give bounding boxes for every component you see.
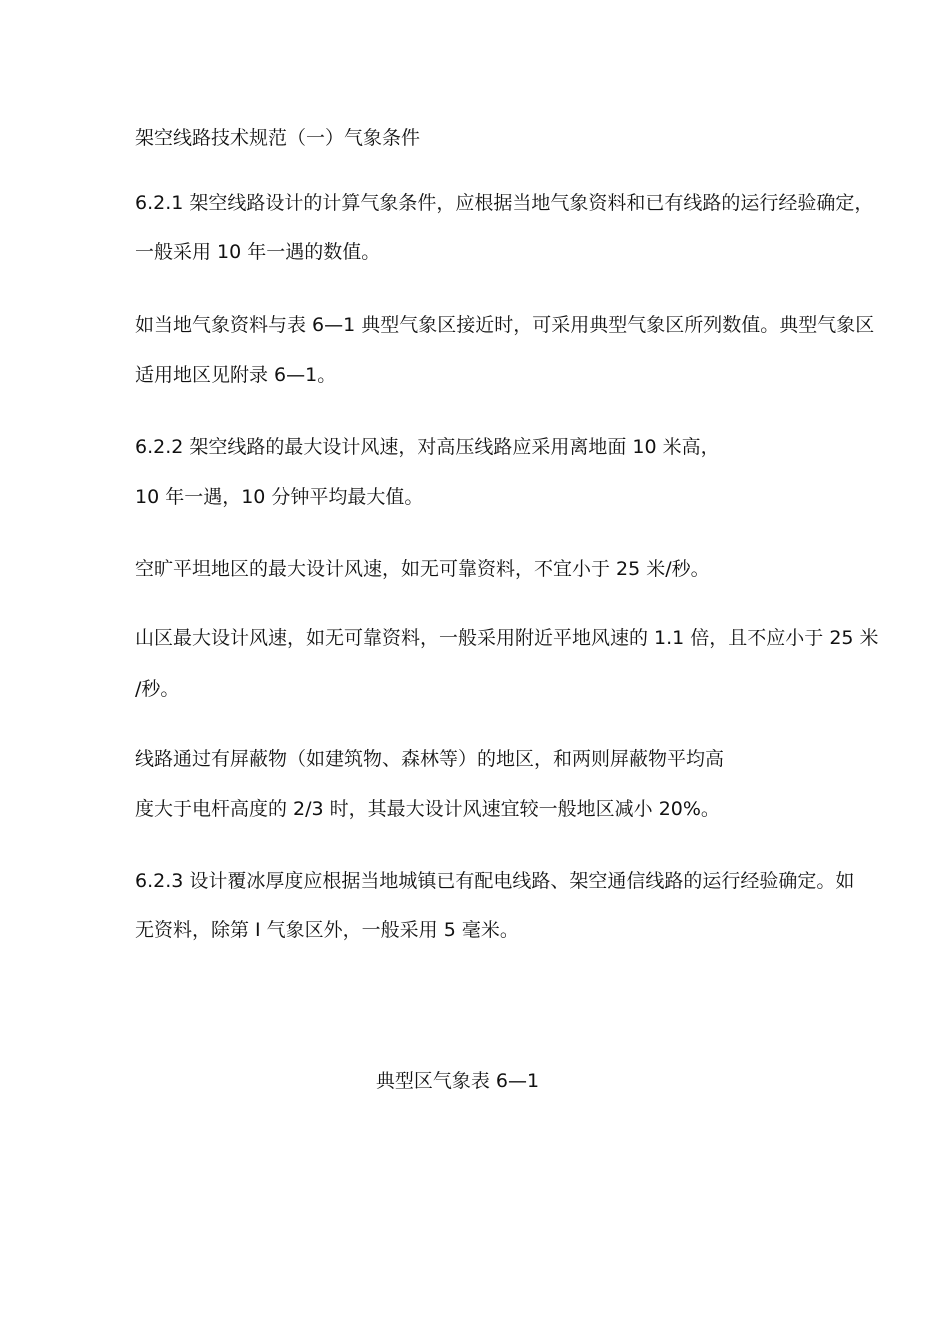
- paragraph-shielded-area-line-1: 线路通过有屏蔽物（如建筑物、森林等）的地区，和两则屏蔽物平均高: [135, 748, 725, 770]
- paragraph-6-2-2-line-1: 6.2.2 架空线路的最大设计风速，对高压线路应采用离地面 10 米高，: [135, 436, 720, 458]
- table-caption: 典型区气象表 6—1: [375, 1070, 540, 1092]
- paragraph-typical-zone-line-2: 适用地区见附录 6—1。: [135, 364, 337, 386]
- paragraph-6-2-3-line-2: 无资料，除第 I 气象区外，一般采用 5 毫米。: [135, 919, 519, 941]
- paragraph-typical-zone-line-1: 如当地气象资料与表 6—1 典型气象区接近时，可采用典型气象区所列数值。典型气象区: [135, 314, 875, 336]
- paragraph-open-area-wind: 空旷平坦地区的最大设计风速，如无可靠资料，不宜小于 25 米/秒。: [135, 558, 710, 580]
- paragraph-mountain-wind-line-1: 山区最大设计风速，如无可靠资料，一般采用附近平地风速的 1.1 倍，且不应小于 25 米: [135, 627, 879, 649]
- document-title: 架空线路技术规范（一）气象条件: [135, 127, 421, 149]
- paragraph-mountain-wind-line-2: /秒。: [135, 678, 180, 700]
- paragraph-6-2-1-line-2: 一般采用 10 年一遇的数值。: [135, 241, 381, 263]
- paragraph-6-2-3-line-1: 6.2.3 设计覆冰厚度应根据当地城镇已有配电线路、架空通信线路的运行经验确定。如: [135, 870, 855, 892]
- paragraph-shielded-area-line-2: 度大于电杆高度的 2/3 时，其最大设计风速宜较一般地区减小 20%。: [135, 798, 720, 820]
- paragraph-6-2-2-line-2: 10 年一遇，10 分钟平均最大值。: [135, 486, 424, 508]
- paragraph-6-2-1-line-1: 6.2.1 架空线路设计的计算气象条件，应根据当地气象资料和已有线路的运行经验确定，: [135, 192, 874, 214]
